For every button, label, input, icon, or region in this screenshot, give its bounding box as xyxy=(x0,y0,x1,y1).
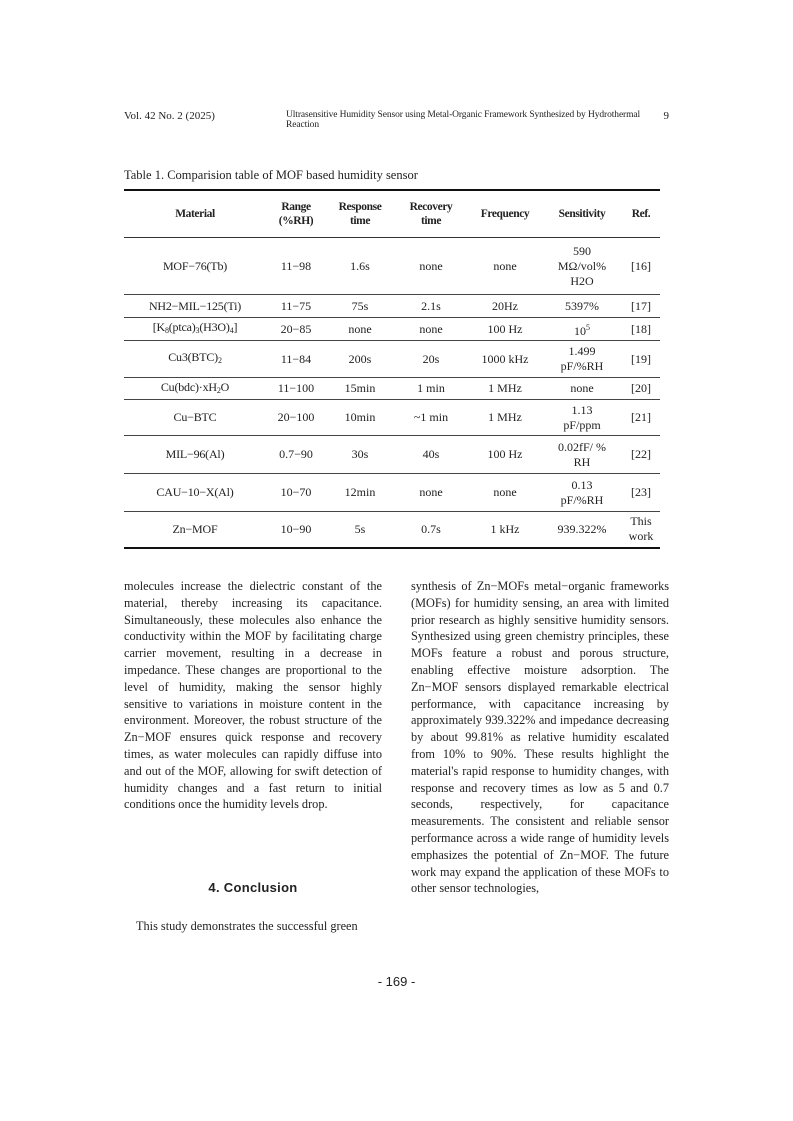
cell-recovery: 40s xyxy=(394,436,468,474)
header-sensitivity: Sensitivity xyxy=(542,190,622,238)
cell-sensitivity: 0.13 pF/%RH xyxy=(542,474,622,512)
cell-response: 12min xyxy=(326,474,394,512)
table-row xyxy=(124,341,660,378)
section-heading: 4. Conclusion xyxy=(208,880,298,895)
cell-ref: [17] xyxy=(622,295,660,318)
cell-ref: This work xyxy=(622,512,660,548)
cell-response: 75s xyxy=(326,295,394,318)
table-caption: Table 1. Comparision table of MOF based humidity sensor xyxy=(124,168,418,182)
cell-recovery: none xyxy=(394,318,468,341)
table-row xyxy=(124,474,660,512)
cell-sensitivity: 0.02fF/ % RH xyxy=(542,436,622,474)
table-row xyxy=(124,295,660,318)
cell-recovery: none xyxy=(419,258,443,273)
right-column xyxy=(411,578,669,897)
header-range: Range (%RH) xyxy=(266,190,326,238)
cell-response: 1.6s xyxy=(350,258,370,273)
header-page-number: 9 xyxy=(663,110,669,122)
cell-frequency: 1000 kHz xyxy=(468,341,542,378)
cell-material: $Cu(bdc)\cdot xH_2O$ xyxy=(124,378,266,400)
cell-sensitivity: 590 MΩ/vol% H2O xyxy=(557,243,607,288)
cell-material: $Cu3(BTC)_2$ xyxy=(124,341,266,378)
running-header xyxy=(124,110,669,130)
cell-frequency: 100 Hz xyxy=(468,436,542,474)
cell-range: 11−75 xyxy=(266,295,326,318)
cell-ref: [18] xyxy=(622,318,660,341)
cell-material: Zn−MOF xyxy=(124,512,266,548)
cell-response: 15min xyxy=(326,378,394,400)
cell-material: CAU−10−X(Al) xyxy=(124,474,266,512)
cell-material: MOF−76(Tb) xyxy=(162,258,228,273)
cell-ref: [19] xyxy=(622,341,660,378)
cell-recovery: none xyxy=(394,474,468,512)
cell-material: NH2−MIL−125(Ti) xyxy=(124,295,266,318)
header-ref: Ref. xyxy=(622,190,660,238)
cell-range: 11−98 xyxy=(280,258,312,273)
header-material: Material xyxy=(124,190,266,238)
cell-response: 30s xyxy=(326,436,394,474)
cell-recovery: ~1 min xyxy=(394,400,468,436)
page-number: - 169 - xyxy=(377,974,416,989)
cell-sensitivity: 5397% xyxy=(542,295,622,318)
cell-material: Cu−BTC xyxy=(124,400,266,436)
conclusion-paragraph-start: This study demonstrates the successful green xyxy=(136,919,358,933)
cell-frequency: 20Hz xyxy=(468,295,542,318)
body-paragraph: molecules increase the dielectric constant of the material, thereby increasing its capacitance. Simultaneously, these molecules also enhance the conductivity within the MOF by facilitating charge carrier movement, resulting in a decrease in impedance. These changes are proportional to the level of humidity, making the sensor highly sensitive to variations in moisture content in the environment. Moreover, the robust structure of the Zn−MOF ensures quick response and recovery times, as water molecules can rapidly diffuse into and out of the MOF, allowing for swift detection of humidity changes and a fast return to initial conditions once the humidity levels drop. xyxy=(124,579,382,812)
table-header-row xyxy=(124,190,660,238)
journal-volume: Vol. 42 No. 2 (2025) xyxy=(124,110,215,122)
running-title: Ultrasensitive Humidity Sensor using Metal-Organic Framework Synthesized by Hydrothermal Reaction xyxy=(286,110,641,130)
left-column xyxy=(124,578,382,813)
cell-range: 11−84 xyxy=(266,341,326,378)
table-row xyxy=(124,378,660,400)
cell-frequency: none xyxy=(468,474,542,512)
cell-ref: [16] xyxy=(631,258,651,273)
cell-sensitivity: $10^5$ xyxy=(542,318,622,341)
table-row xyxy=(124,436,660,474)
table-row xyxy=(124,512,660,548)
cell-ref: [23] xyxy=(622,474,660,512)
cell-frequency: 1 MHz xyxy=(468,378,542,400)
cell-range: 20−100 xyxy=(266,400,326,436)
cell-material: $[K_8(ptca)_3(H3O)_4]$ xyxy=(124,318,266,341)
table-row xyxy=(124,238,660,295)
header-recovery-time: Recovery time xyxy=(394,190,468,238)
comparison-table xyxy=(124,189,660,549)
cell-response: 200s xyxy=(326,341,394,378)
cell-ref: [22] xyxy=(622,436,660,474)
cell-sensitivity: 939.322% xyxy=(542,512,622,548)
table-row xyxy=(124,318,660,341)
cell-recovery: 20s xyxy=(394,341,468,378)
cell-response: 5s xyxy=(326,512,394,548)
cell-frequency: none xyxy=(493,258,517,273)
cell-ref: [21] xyxy=(622,400,660,436)
cell-range: 11−100 xyxy=(266,378,326,400)
body-paragraph: synthesis of Zn−MOFs metal−organic frameworks (MOFs) for humidity sensing, an area with limited prior research as highly sensitive humidity sensors. Synthesized using green chemistry principles, these MOFs feature a robust and porous structure, enabling effective moisture adsorption. The Zn−MOF sensors displayed remarkable electrical performance, with capacitance increasing by approximately 939.322% and impedance decreasing by about 99.81% as relative humidity escalated from 10% to 90%. These results highlight the material's rapid response to humidity changes, with response and recovery times as low as 5 and 0.7 seconds, respectively, for capacitance measurements. The consistent and reliable sensor performance across a wide range of humidity levels emphasizes the potential of Zn−MOF. The future work may expand the application of these MOFs to other sensor technologies, xyxy=(411,579,669,896)
cell-range: 0.7−90 xyxy=(266,436,326,474)
cell-frequency: 100 Hz xyxy=(468,318,542,341)
cell-range: 10−90 xyxy=(266,512,326,548)
cell-ref: [20] xyxy=(622,378,660,400)
cell-sensitivity: none xyxy=(542,378,622,400)
cell-response: none xyxy=(326,318,394,341)
table-row xyxy=(124,400,660,436)
cell-range: 10−70 xyxy=(266,474,326,512)
cell-sensitivity: 1.499 pF/%RH xyxy=(542,341,622,378)
header-frequency: Frequency xyxy=(468,190,542,238)
cell-material: MIL−96(Al) xyxy=(124,436,266,474)
cell-frequency: 1 MHz xyxy=(468,400,542,436)
cell-recovery: 1 min xyxy=(394,378,468,400)
cell-recovery: 0.7s xyxy=(394,512,468,548)
cell-response: 10min xyxy=(326,400,394,436)
cell-range: 20−85 xyxy=(266,318,326,341)
header-response-time: Response time xyxy=(326,190,394,238)
cell-recovery: 2.1s xyxy=(394,295,468,318)
cell-sensitivity: 1.13 pF/ppm xyxy=(542,400,622,436)
cell-frequency: 1 kHz xyxy=(468,512,542,548)
